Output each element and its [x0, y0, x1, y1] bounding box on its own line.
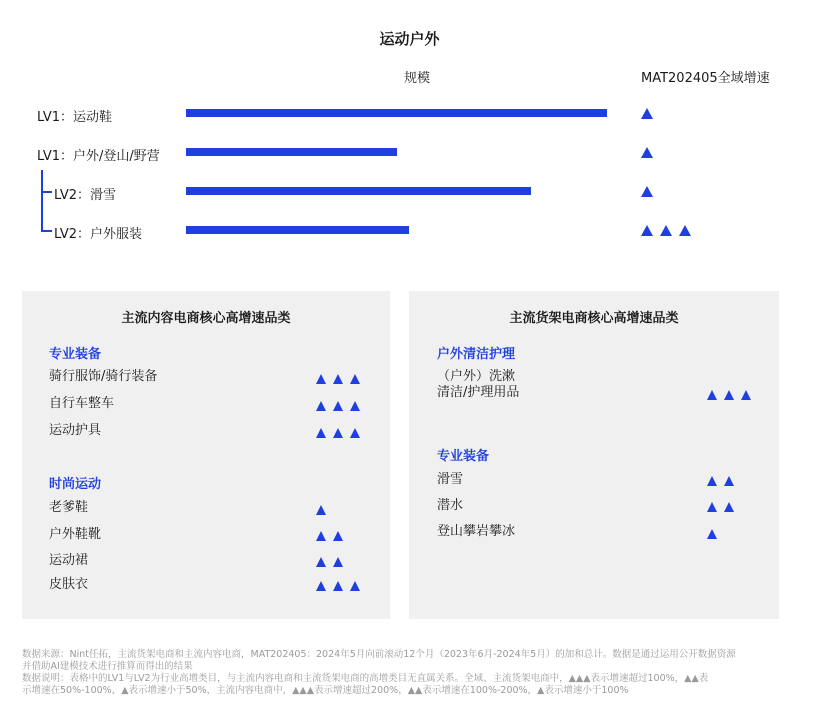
item-triangles [316, 401, 367, 413]
growth-triangles-sports-shoes [641, 108, 660, 122]
triangle-marker [350, 401, 360, 411]
triangle-marker [316, 401, 326, 411]
row-label-outdoor-camping: LV1：户外/登山/野营 [37, 149, 160, 164]
row-label-outdoor-apparel: LV2：户外服装 [54, 227, 142, 242]
row-label-skiing: LV2：滑雪 [54, 188, 116, 203]
section-title-pro-gear: 专业装备 [437, 449, 490, 464]
shelf-ecommerce-panel [409, 291, 779, 619]
triangle-marker [707, 529, 717, 539]
footnote-explanation-cont: 示增速在50%-100%，▲表示增速小于50%，主流内容电商中，▲▲▲表示增速超过200%，▲▲表示增速在100%-200%，▲表示增速小于100% [22, 685, 629, 696]
triangle-marker [724, 476, 734, 486]
bar-outdoor-camping [186, 148, 397, 156]
item-protective-gear: 运动护具 [49, 423, 102, 438]
triangle-marker [724, 502, 734, 512]
item-triangles [316, 374, 367, 386]
chart-title: 运动户外 [379, 30, 440, 48]
triangle-marker [641, 225, 653, 236]
triangle-marker [707, 476, 717, 486]
item-dad-shoes: 老爹鞋 [49, 500, 89, 515]
triangle-marker [350, 428, 360, 438]
triangle-marker [679, 225, 691, 236]
item-triangles [316, 505, 333, 517]
item-outdoor-toiletries-line1: （户外）洗漱 [437, 369, 516, 384]
item-outdoor-boots: 户外鞋靴 [49, 527, 102, 542]
panel-title: 主流内容电商核心高增速品类 [121, 311, 291, 326]
bar-skiing [186, 187, 531, 195]
growth-column-header: MAT202405全域增速 [641, 71, 770, 86]
triangle-marker [316, 505, 326, 515]
hierarchy-bracket [41, 170, 43, 232]
triangle-marker [350, 374, 360, 384]
triangle-marker [316, 557, 326, 567]
item-triangles [316, 581, 367, 593]
triangle-marker [660, 225, 672, 236]
growth-triangles-outdoor-camping [641, 147, 660, 161]
triangle-marker [641, 147, 653, 158]
item-triangles [707, 502, 741, 514]
triangle-marker [350, 581, 360, 591]
growth-triangles-skiing [641, 186, 660, 200]
footnote-source: 数据来源：Nint任拓，主流货架电商和主流内容电商，MAT202405：2024年5月向前滚动12个月（2023年6月-2024年5月）的加和总计。数据是通过运用公开数据资源 [22, 649, 736, 660]
item-climbing: 登山攀岩攀冰 [437, 524, 516, 539]
triangle-marker [333, 557, 343, 567]
triangle-marker [707, 390, 717, 400]
item-skiing: 滑雪 [437, 472, 464, 487]
growth-triangles-outdoor-apparel [641, 225, 698, 239]
footnote-source-cont: 并借助AI建模技术进行推算而得出的结果 [22, 661, 193, 672]
triangle-marker [333, 531, 343, 541]
triangle-marker [641, 186, 653, 197]
content-ecommerce-panel [22, 291, 390, 619]
triangle-marker [316, 374, 326, 384]
item-cycling-apparel: 骑行服饰/骑行装备 [49, 369, 158, 384]
section-title-pro-gear: 专业装备 [49, 347, 102, 362]
triangle-marker [724, 390, 734, 400]
triangle-marker [316, 581, 326, 591]
item-triangles [707, 529, 724, 541]
item-diving: 潜水 [437, 498, 464, 513]
bar-outdoor-apparel [186, 226, 409, 234]
triangle-marker [333, 581, 343, 591]
item-sports-skirt: 运动裙 [49, 553, 89, 568]
bar-sports-shoes [186, 109, 607, 117]
item-triangles [316, 557, 350, 569]
row-label-sports-shoes: LV1：运动鞋 [37, 110, 112, 125]
item-triangles [707, 476, 741, 488]
scale-column-header: 规模 [404, 71, 431, 86]
triangle-marker [316, 531, 326, 541]
section-title-outdoor-cleaning: 户外清洁护理 [437, 347, 516, 362]
hierarchy-bracket-tick [41, 191, 52, 193]
triangle-marker [333, 401, 343, 411]
triangle-marker [741, 390, 751, 400]
item-bicycles: 自行车整车 [49, 396, 115, 411]
triangle-marker [641, 108, 653, 119]
hierarchy-bracket-tick [41, 230, 52, 232]
triangle-marker [707, 502, 717, 512]
item-sun-protection-jacket: 皮肤衣 [49, 577, 89, 592]
footnote-explanation: 数据说明：表格中的LV1与LV2为行业高增类目，与主流内容电商和主流货架电商的高增类目无直属关系。全域、主流货架电商中，▲▲▲表示增速超过100%，▲▲表 [22, 673, 709, 684]
item-triangles [707, 390, 758, 402]
item-triangles [316, 428, 367, 440]
panel-title: 主流货架电商核心高增速品类 [509, 311, 679, 326]
triangle-marker [316, 428, 326, 438]
item-triangles [316, 531, 350, 543]
triangle-marker [333, 374, 343, 384]
section-title-fashion-sports: 时尚运动 [49, 477, 102, 492]
triangle-marker [333, 428, 343, 438]
item-outdoor-toiletries-line2: 清洁/护理用品 [437, 385, 520, 400]
